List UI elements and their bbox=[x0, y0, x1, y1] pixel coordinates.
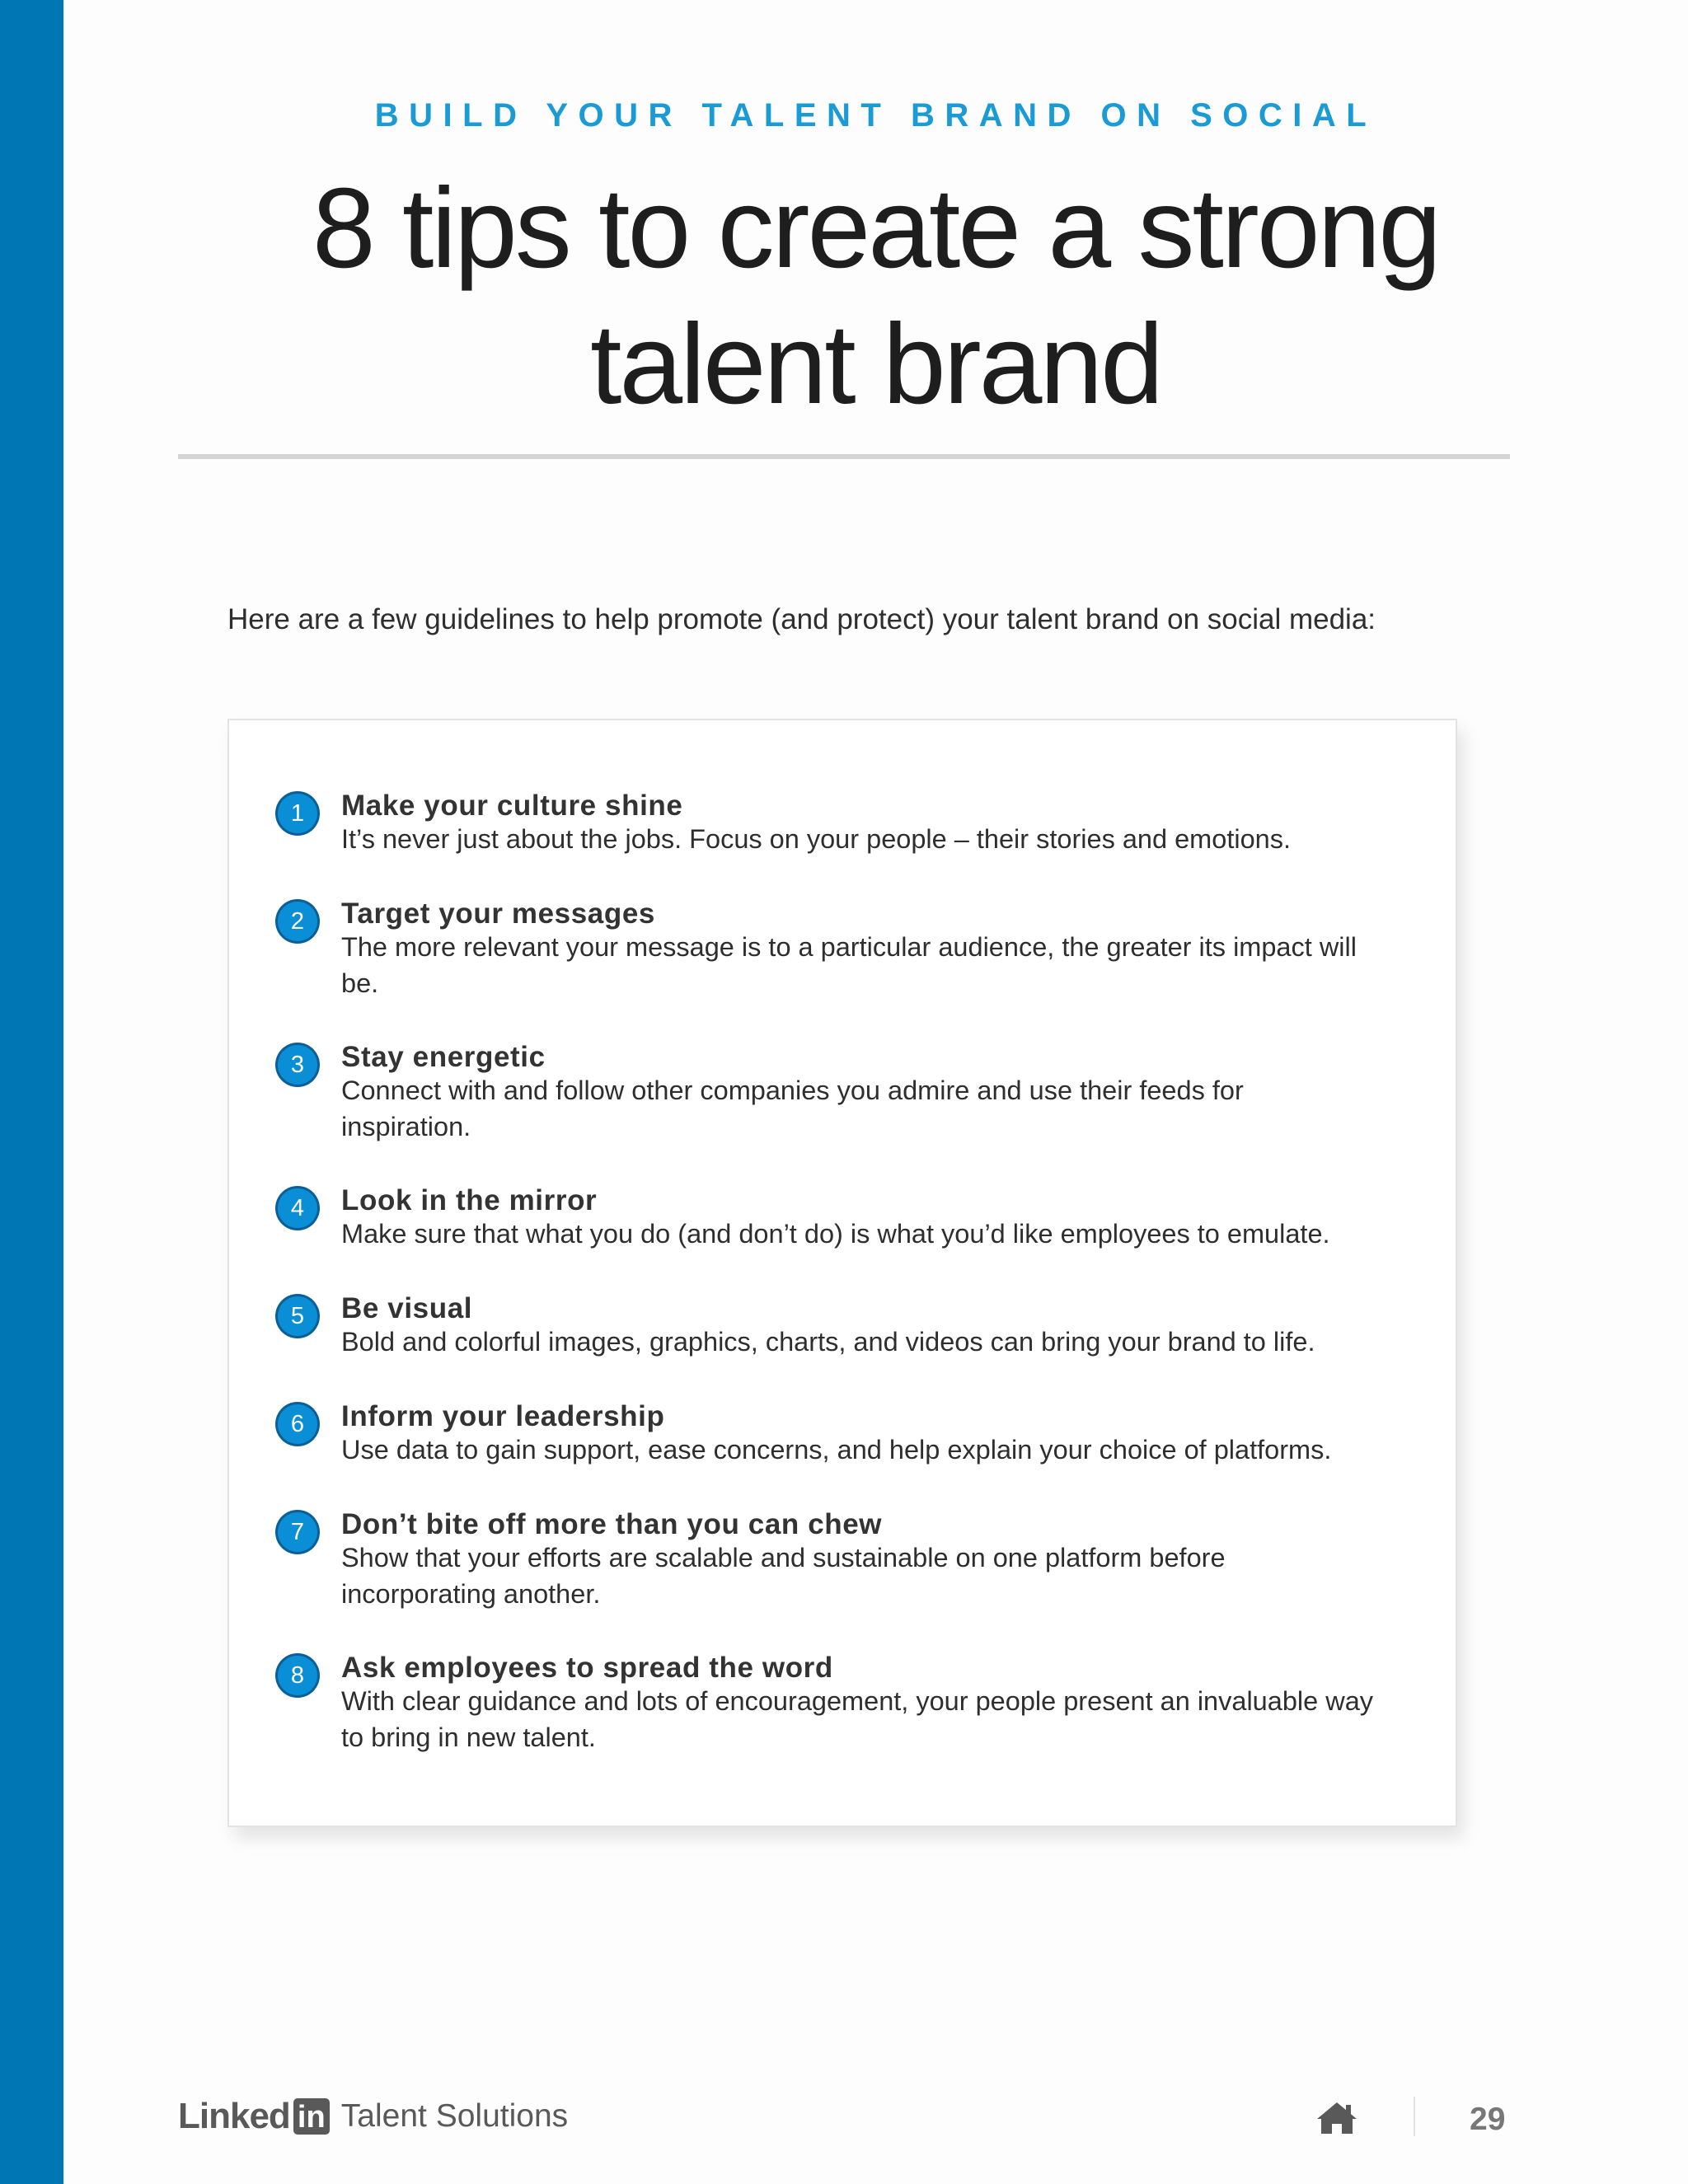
tip-number-badge: 3 bbox=[278, 1045, 317, 1085]
tip-body: Make sure that what you do (and don’t do) is what you’d like employees to emulate. bbox=[341, 1219, 1330, 1249]
footer-divider bbox=[1414, 2097, 1415, 2136]
tip-title: Target your messages bbox=[341, 898, 655, 930]
logo-suffix: Talent Solutions bbox=[340, 2098, 569, 2134]
tip-number-badge: 4 bbox=[278, 1188, 317, 1228]
tip-body: It’s never just about the jobs. Focus on your people – their stories and emotions. bbox=[341, 824, 1292, 854]
tip-body: Show that your efforts are scalable and sustainable on one platform before incorporating another. bbox=[341, 1543, 1226, 1609]
section-eyebrow: BUILD YOUR TALENT BRAND ON SOCIAL bbox=[374, 97, 1377, 134]
page-number: 29 bbox=[1470, 2102, 1506, 2137]
tip-number-badge: 5 bbox=[278, 1296, 317, 1336]
logo-in-box: in bbox=[293, 2098, 330, 2135]
page-title bbox=[63, 161, 1688, 433]
linkedin-talent-solutions-logo[interactable] bbox=[178, 2097, 568, 2135]
tip-title: Stay energetic bbox=[341, 1041, 546, 1073]
tip-body: With clear guidance and lots of encouragement, your people present an invaluable way to bring in new talent. bbox=[341, 1686, 1374, 1752]
tip-title: Ask employees to spread the word bbox=[341, 1652, 833, 1684]
tip-number-badge: 6 bbox=[278, 1404, 317, 1444]
tip-body: Connect with and follow other companies you admire and use their feeds for inspiration. bbox=[341, 1076, 1244, 1141]
logo-wordmark: Linked bbox=[178, 2096, 290, 2136]
tip-body: The more relevant your message is to a particular audience, the greater its impact will be. bbox=[341, 932, 1357, 998]
tip-body: Use data to gain support, ease concerns, and help explain your choice of platforms. bbox=[341, 1435, 1332, 1465]
tip-number-badge: 7 bbox=[278, 1512, 317, 1552]
tip-title: Don’t bite off more than you can chew bbox=[341, 1508, 883, 1540]
tip-title: Be visual bbox=[341, 1292, 473, 1324]
tip-title: Inform your leadership bbox=[341, 1400, 665, 1432]
home-icon[interactable] bbox=[1315, 2101, 1358, 2135]
tip-title: Make your culture shine bbox=[341, 790, 683, 822]
tip-number-badge: 8 bbox=[278, 1656, 317, 1695]
tip-title: Look in the mirror bbox=[341, 1184, 598, 1216]
page-title-line-2: talent brand bbox=[590, 301, 1161, 428]
side-accent-bar bbox=[0, 0, 63, 2184]
page-title-line-1: 8 tips to create a strong bbox=[312, 165, 1440, 292]
tip-body: Bold and colorful images, graphics, charts, and videos can bring your brand to life. bbox=[341, 1327, 1315, 1357]
intro-text: Here are a few guidelines to help promote (and protect) your talent brand on social media: bbox=[227, 603, 1376, 635]
tip-number-badge: 1 bbox=[278, 794, 317, 833]
title-divider bbox=[178, 454, 1510, 459]
tips-card bbox=[227, 719, 1457, 1827]
tip-number-badge: 2 bbox=[278, 902, 317, 941]
